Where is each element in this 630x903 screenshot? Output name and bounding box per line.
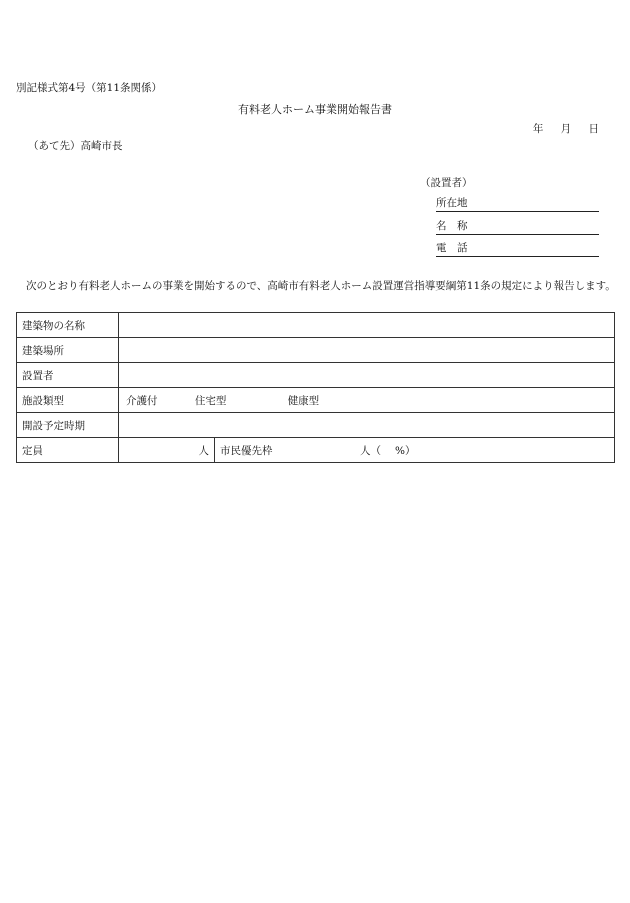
- capacity-value[interactable]: [119, 438, 215, 463]
- addressee: （あて先）高崎市長: [28, 140, 123, 152]
- facility-option-healthy[interactable]: 健康型: [287, 394, 320, 407]
- phone-label: 電 話: [436, 242, 468, 254]
- priority-quota-label: 市民優先枠: [220, 444, 273, 457]
- founder-label: 設置者: [17, 363, 119, 388]
- building-location-label: 建築場所: [17, 338, 119, 363]
- capacity-unit: 人: [198, 444, 209, 457]
- table-row: [17, 413, 615, 438]
- date-line: [519, 121, 599, 136]
- opening-date-value[interactable]: [119, 413, 615, 438]
- capacity-label: 定員: [17, 438, 119, 463]
- priority-quota-cell[interactable]: [215, 438, 615, 463]
- report-statement: 次のとおり有料老人ホームの事業を開始するので、高崎市有料老人ホーム設置運営指導要綱第11条の規定により報告します。: [26, 280, 616, 292]
- facility-type-options[interactable]: [119, 388, 615, 413]
- priority-quota-unit: 人（: [360, 444, 381, 457]
- facility-option-residential[interactable]: 住宅型: [194, 394, 227, 407]
- date-month-label: 月: [560, 123, 572, 135]
- facility-type-label: 施設類型: [17, 388, 119, 413]
- form-number: 別記様式第4号（第11条関係）: [16, 82, 163, 94]
- founder-value[interactable]: [119, 363, 615, 388]
- table-row: [17, 388, 615, 413]
- table-row: [17, 363, 615, 388]
- table-row: [17, 338, 615, 363]
- address-label: 所在地: [436, 197, 468, 209]
- name-field[interactable]: [436, 218, 599, 235]
- building-location-value[interactable]: [119, 338, 615, 363]
- date-day-label: 日: [588, 123, 599, 135]
- opening-date-label: 開設予定時期: [17, 413, 119, 438]
- document-title: 有料老人ホーム事業開始報告書: [238, 103, 392, 116]
- building-name-value[interactable]: [119, 313, 615, 338]
- applicant-heading: （設置者）: [420, 177, 473, 189]
- table-row: [17, 438, 615, 463]
- facility-option-care[interactable]: 介護付: [126, 394, 158, 407]
- table-row: [17, 313, 615, 338]
- date-year-label: 年: [532, 123, 544, 135]
- building-name-label: 建築物の名称: [17, 313, 119, 338]
- name-label: 名 称: [436, 220, 468, 232]
- report-table: [16, 312, 615, 463]
- priority-percent-suffix: %）: [395, 444, 416, 457]
- phone-field[interactable]: [436, 240, 599, 257]
- address-field[interactable]: [436, 195, 599, 212]
